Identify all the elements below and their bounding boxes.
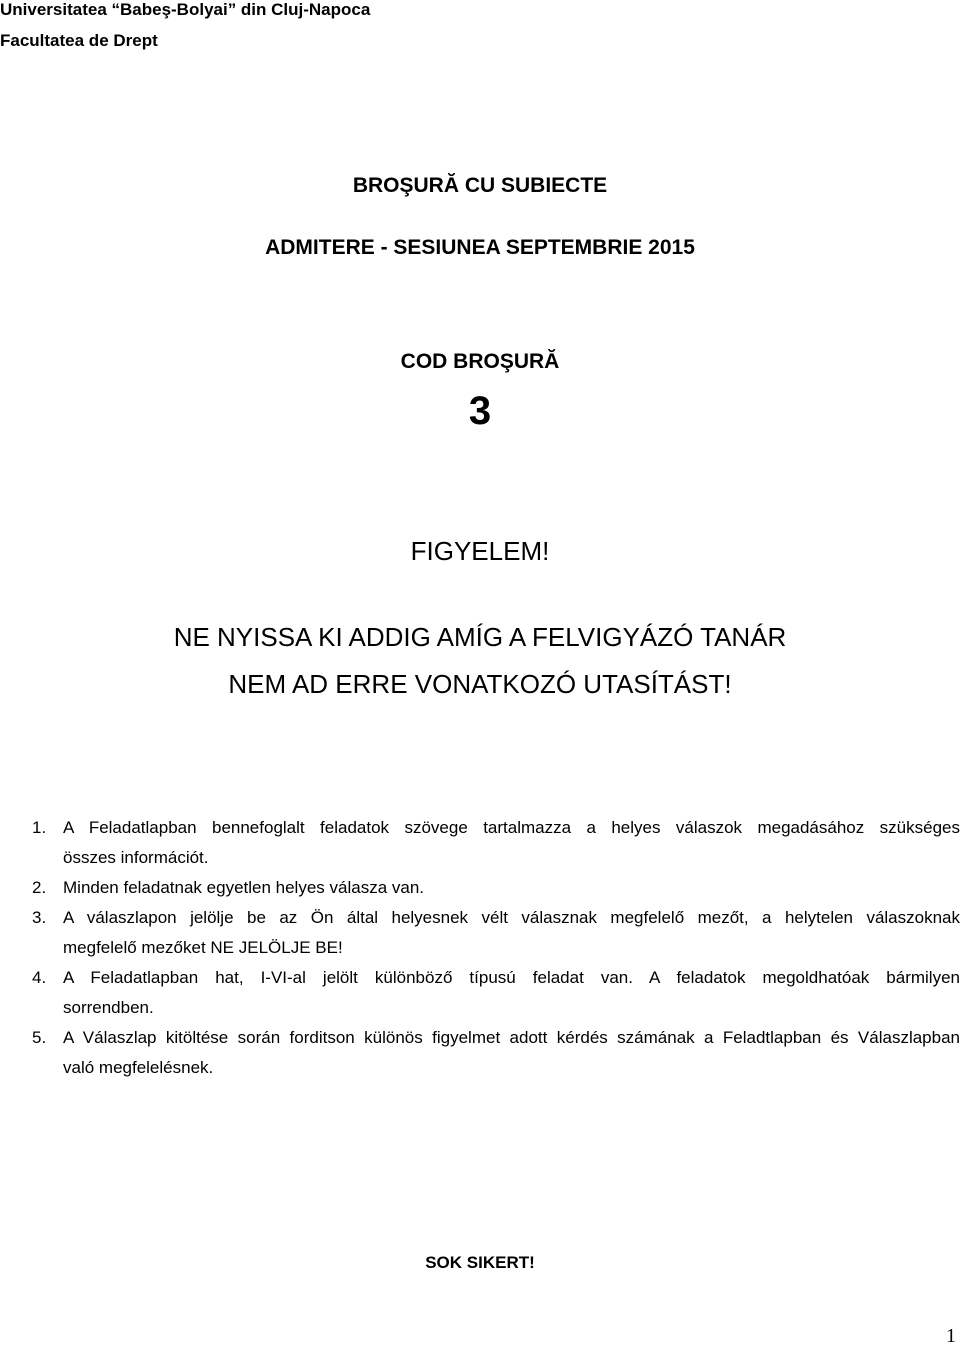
instruction-number: 4. [32,968,47,987]
instruction-item [0,903,960,963]
warning-line-2: NEM AD ERRE VONATKOZÓ UTASÍTÁST! [228,669,732,699]
instruction-number: 5. [32,1028,47,1047]
instruction-number: 1. [32,818,47,837]
instruction-text: Minden feladatnak egyetlen helyes válasza van. [63,878,425,897]
page-number: 1 [946,1325,956,1347]
instruction-text: A Feladatlapban hat, I-VI-al jelölt különböző típusú feladat van. A feladatok megoldhatóak bármilyen [63,968,960,987]
instructions-list [0,813,960,1083]
instruction-text-continued: összes információt. [63,848,209,867]
instruction-text-continued: való megfelelésnek. [63,1058,214,1077]
booklet-code-number: 3 [468,389,492,433]
faculty-name: Facultatea de Drept [0,31,158,50]
document-title: BROŞURĂ CU SUBIECTE [352,174,608,197]
instruction-item [0,873,960,903]
instruction-item [0,813,960,873]
instruction-item [0,963,960,1023]
warning-line-1: NE NYISSA KI ADDIG AMÍG A FELVIGYÁZÓ TANÁR [173,622,787,652]
instruction-text: A válaszlapon jelölje be az Ön által helyesnek vélt válasznak megfelelő mezőt, a helytelen válaszoknak [63,908,960,927]
instruction-number: 3. [32,908,47,927]
instruction-text: A Válaszlap kitöltése során forditson különös figyelmet adott kérdés számának a Feladtlapban és Válaszlapban [63,1028,960,1047]
university-name: Universitatea “Babeş-Bolyai” din Cluj-Napoca [0,0,371,19]
booklet-code-label: COD BROŞURĂ [400,350,560,373]
attention-heading: FIGYELEM! [410,536,550,566]
session-title: ADMITERE - SESIUNEA SEPTEMBRIE 2015 [265,236,695,259]
instruction-text: A Feladatlapban bennefoglalt feladatok szövege tartalmazza a helyes válaszok megadásához szükséges [63,818,960,837]
closing-message: SOK SIKERT! [425,1253,535,1272]
instruction-text-continued: sorrendben. [63,998,154,1017]
instruction-text-continued: megfelelő mezőket NE JELÖLJE BE! [63,938,343,957]
instruction-item [0,1023,960,1083]
instruction-number: 2. [32,878,47,897]
